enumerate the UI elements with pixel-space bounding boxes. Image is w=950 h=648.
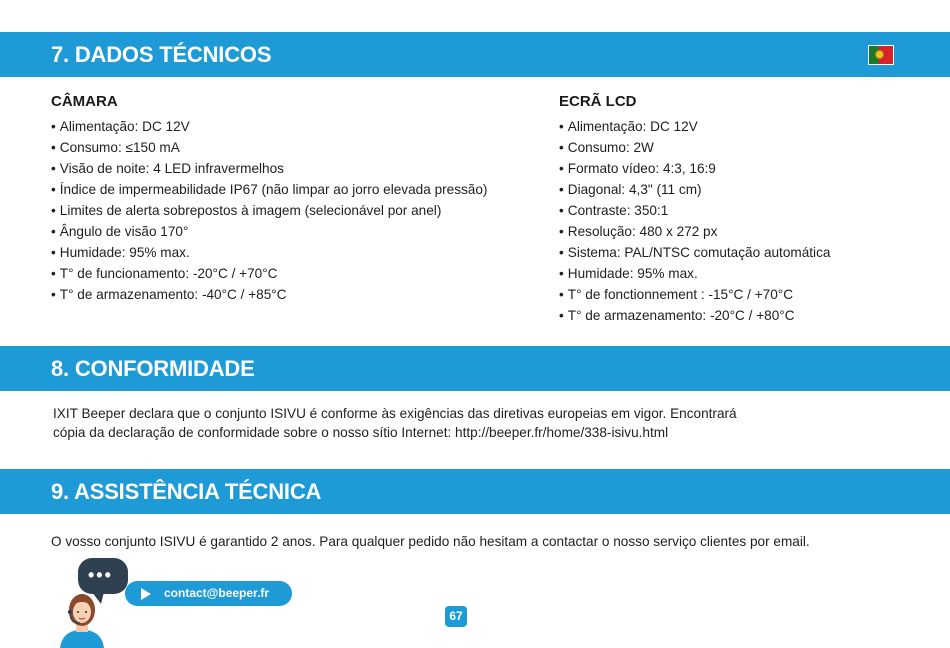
list-item: • Alimentação: DC 12V [51,116,487,137]
conformity-text-line: IXIT Beeper declara que o conjunto ISIVU é conforme às exigências das diretivas europeias em vigor. Encontrará [53,406,737,421]
play-icon [141,588,151,600]
conformity-text-line: cópia da declaração de conformidade sobre o nosso sítio Internet: http://beeper.fr/home/338-isivu.html [53,425,669,440]
lcd-spec-list [559,116,830,326]
list-item: • Índice de impermeabilidade IP67 (não limpar ao jorro elevada pressão) [51,179,487,200]
list-item: • T° de armazenamento: -40°C / +85°C [51,284,487,305]
support-agent-icon [56,590,108,648]
list-item: • Consumo: ≤150 mA [51,137,487,158]
camera-heading: CÂMARA [51,93,118,110]
section-header-assistance [0,469,950,514]
section-header-technical-data [0,32,950,77]
page-number: 67 [445,606,467,627]
list-item: • Formato vídeo: 4:3, 16:9 [559,158,830,179]
section-title-technical-data: 7. DADOS TÉCNICOS [51,42,272,67]
chat-bubble-icon [78,558,128,594]
section-header-conformity [0,346,950,391]
list-item: • Resolução: 480 x 272 px [559,221,830,242]
list-item: • Limites de alerta sobrepostos à imagem (selecionável por anel) [51,200,487,221]
list-item: • Ângulo de visão 170° [51,221,487,242]
assistance-text: O vosso conjunto ISIVU é garantido 2 anos. Para qualquer pedido não hesitam a contactar o nosso serviço clientes por email. [51,534,810,549]
camera-specs [51,92,487,305]
lcd-specs [559,92,830,326]
section-title-assistance: 9. ASSISTÊNCIA TÉCNICA [51,479,322,504]
portugal-flag-icon [868,45,894,65]
list-item: • Alimentação: DC 12V [559,116,830,137]
list-item: • T° de armazenamento: -20°C / +80°C [559,305,830,326]
list-item: • Humidade: 95% max. [559,263,830,284]
section-title-conformity: 8. CONFORMIDADE [51,356,255,381]
list-item: • Sistema: PAL/NTSC comutação automática [559,242,830,263]
contact-email-link[interactable] [125,581,292,606]
list-item: • Diagonal: 4,3" (11 cm) [559,179,830,200]
list-item: • Consumo: 2W [559,137,830,158]
list-item: • Humidade: 95% max. [51,242,487,263]
camera-spec-list [51,116,487,305]
lcd-heading: ECRÃ LCD [559,93,637,110]
list-item: • Contraste: 350:1 [559,200,830,221]
conformity-text [53,404,737,442]
chat-bubble-dots: ••• [88,565,113,585]
list-item: • T° de fonctionnement : -15°C / +70°C [559,284,830,305]
contact-email: contact@beeper.fr [164,586,270,600]
list-item: • Visão de noite: 4 LED infravermelhos [51,158,487,179]
list-item: • T° de funcionamento: -20°C / +70°C [51,263,487,284]
